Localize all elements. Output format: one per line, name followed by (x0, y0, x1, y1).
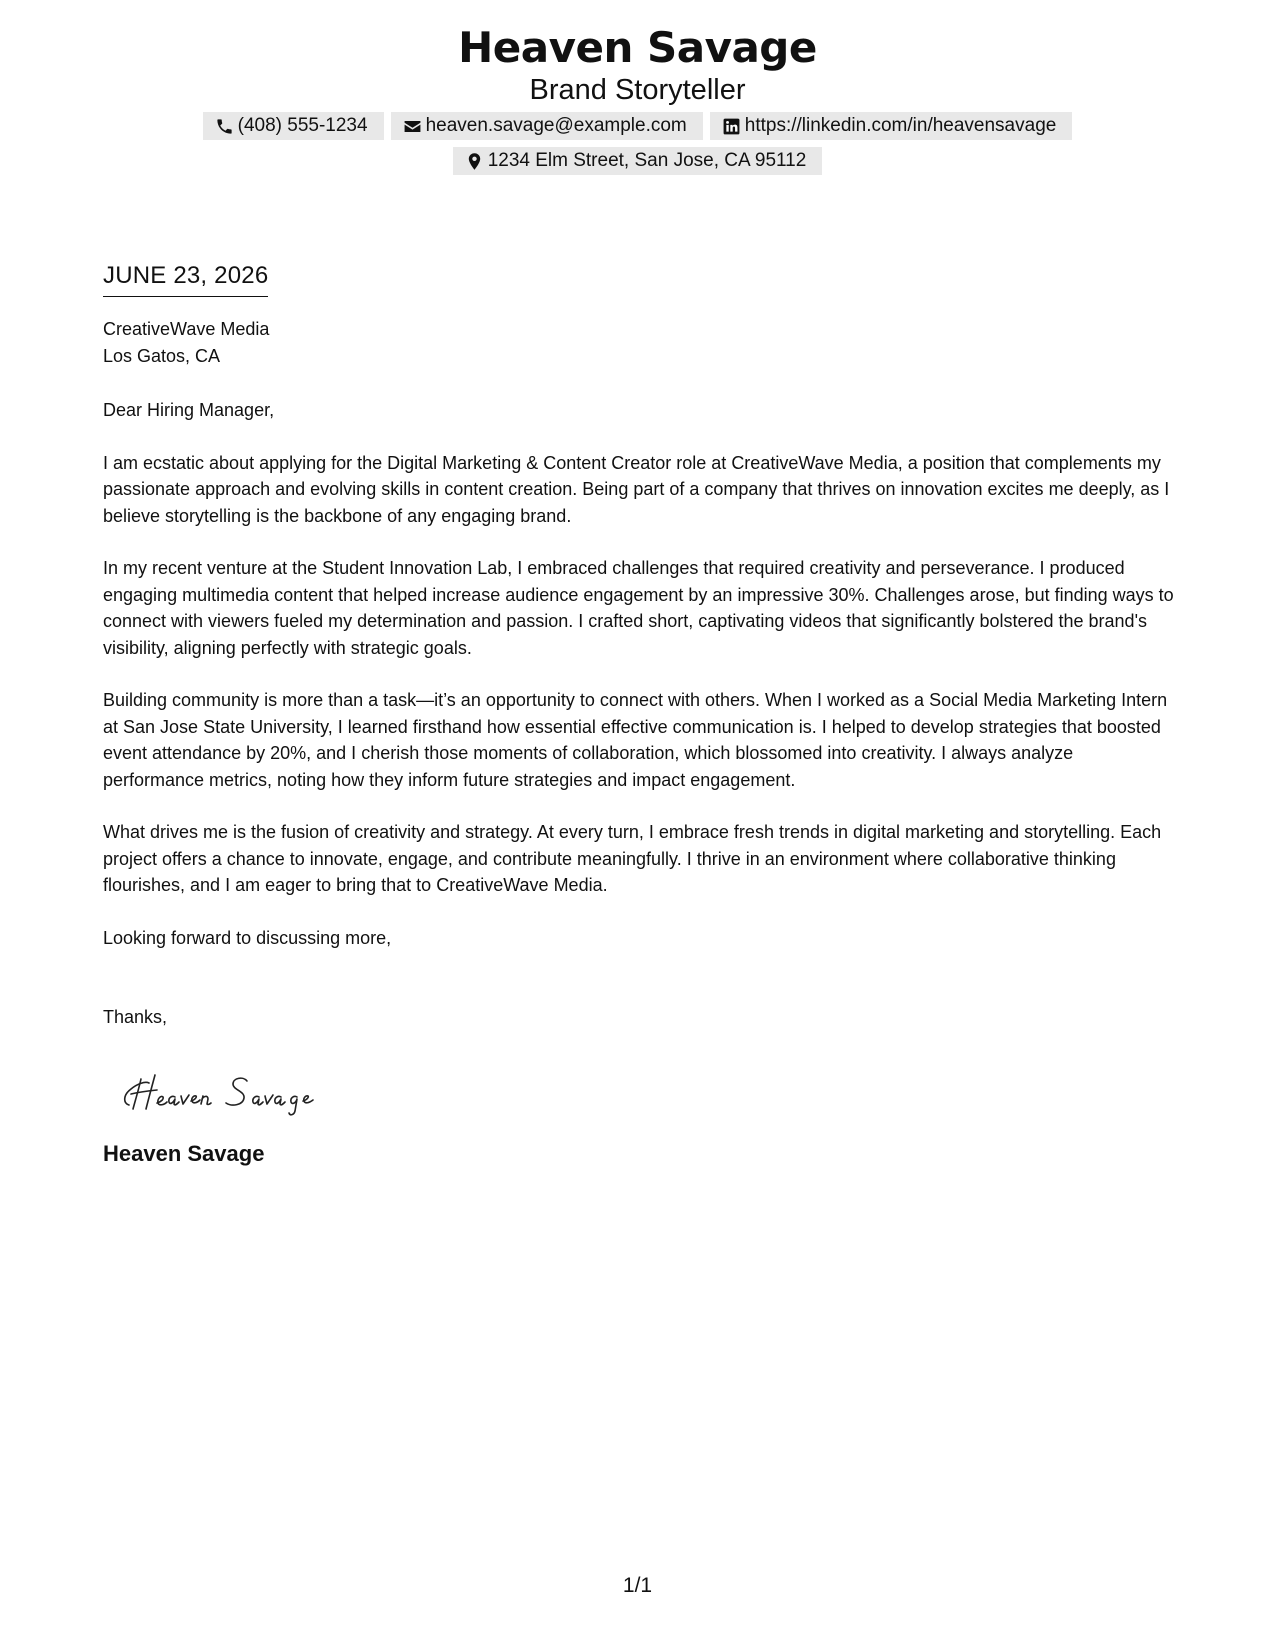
handwritten-signature (119, 1061, 359, 1121)
email-text: heaven.savage@example.com (425, 115, 687, 136)
email-contact[interactable] (391, 112, 703, 140)
address-text: 1234 Elm Street, San Jose, CA 95112 (487, 150, 807, 171)
paragraph-3: Building community is more than a task—it’s an opportunity to connect with others. When I worked as a Social Media Marketing Intern at San Jose State University, I learned firsthand how essential effective communication is. I helped to develop strategies that boosted event attendance by 20%, and I cherish those moments of collaboration, which blossomed into creativity. I always analyze performance metrics, noting how they inform future strategies and impact engagement. (103, 690, 1168, 790)
paragraph-4: What drives me is the fusion of creativity and strategy. At every turn, I embrace fresh trends in digital marketing and storytelling. Each project offers a chance to innovate, engage, and contribute meaningfully. I thrive in an environment where collaborative thinking flourishes, and I am eager to bring that to CreativeWave Media. (103, 822, 1162, 895)
signer-name: Heaven Savage (103, 1140, 265, 1166)
recipient-location: Los Gatos, CA (103, 346, 221, 366)
paragraph-1: I am ecstatic about applying for the Digital Marketing & Content Creator role at CreativeWave Media, a position that complements my passionate approach and evolving skills in content creation. Being part of a company that thrives on innovation excites me deeply, as I believe storytelling is the backbone of any engaging brand. (103, 452, 1170, 526)
paragraph-2: In my recent venture at the Student Innovation Lab, I embraced challenges that required creativity and perseverance. I produced engaging multimedia content that helped increase audience engagement by an impressive 30%. Challenges arose, but finding ways to connect with viewers fueled my determination and passion. I crafted short, captivating videos that significantly bolstered the brand's visibility, aligning perfectly with strategic goals. (103, 558, 1174, 658)
recipient-company: CreativeWave Media (103, 319, 270, 339)
letter-body (103, 260, 1178, 1168)
letter-date: JUNE 23, 2026 (103, 260, 268, 297)
greeting: Dear Hiring Manager, (103, 400, 275, 420)
map-pin-icon (465, 152, 484, 171)
recipient-block (103, 316, 1178, 370)
applicant-title: Brand Storyteller (529, 74, 746, 106)
address-contact (453, 147, 823, 175)
linkedin-contact[interactable] (710, 112, 1073, 140)
sign-off: Looking forward to discussing more, (103, 927, 392, 948)
contact-row-primary (0, 112, 1275, 140)
linkedin-text: https://linkedin.com/in/heavensavage (744, 115, 1057, 136)
letterhead (0, 22, 1275, 175)
linkedin-icon (722, 117, 741, 136)
applicant-name: Heaven Savage (458, 23, 817, 72)
phone-contact[interactable] (203, 112, 384, 140)
envelope-icon (403, 117, 422, 136)
phone-icon (215, 117, 234, 136)
phone-text: (408) 555-1234 (237, 115, 368, 136)
closing: Thanks, (103, 1007, 168, 1027)
page-number: 1/1 (622, 1574, 653, 1597)
contact-row-secondary (0, 147, 1275, 175)
